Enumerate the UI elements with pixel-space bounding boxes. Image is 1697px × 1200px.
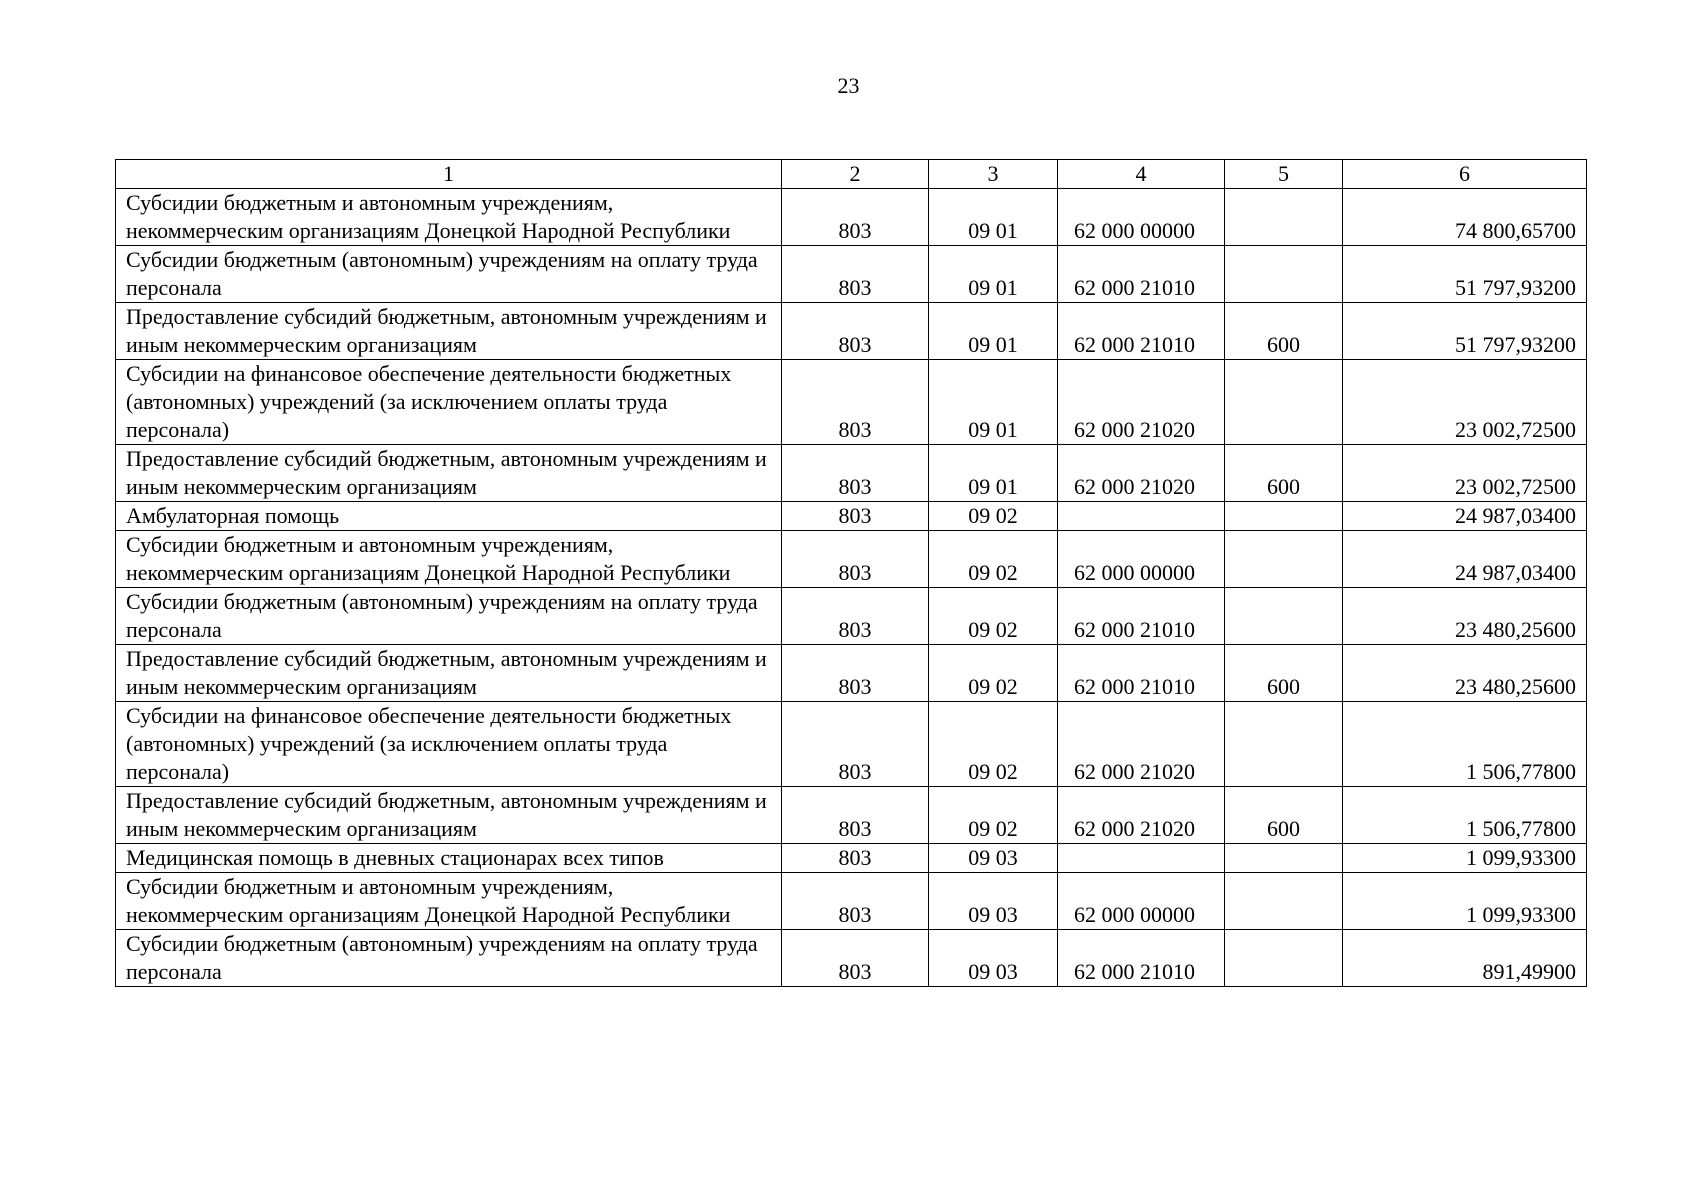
table-row (116, 844, 1587, 873)
row-amount: 24 987,03400 (1343, 531, 1587, 588)
row-section: 09 01 (929, 303, 1058, 360)
column-header-1: 1 (116, 160, 782, 189)
row-name: Субсидии бюджетным и автономным учреждениям, некоммерческим организациям Донецкой Народной Республики (116, 873, 782, 930)
row-amount: 23 002,72500 (1343, 445, 1587, 502)
row-code: 803 (782, 445, 929, 502)
row-amount: 51 797,93200 (1343, 303, 1587, 360)
row-section: 09 02 (929, 502, 1058, 531)
row-target-code: 62 000 21010 (1058, 246, 1225, 303)
table-row (116, 303, 1587, 360)
table-row (116, 930, 1587, 987)
row-code: 803 (782, 645, 929, 702)
row-code: 803 (782, 189, 929, 246)
row-target-code: 62 000 21010 (1058, 303, 1225, 360)
row-section: 09 01 (929, 246, 1058, 303)
row-target-code: 62 000 21020 (1058, 445, 1225, 502)
row-section: 09 02 (929, 588, 1058, 645)
row-expense-type (1225, 502, 1343, 531)
row-section: 09 02 (929, 787, 1058, 844)
row-expense-type (1225, 189, 1343, 246)
row-amount: 74 800,65700 (1343, 189, 1587, 246)
row-amount: 891,49900 (1343, 930, 1587, 987)
table-body (116, 189, 1587, 987)
row-code: 803 (782, 531, 929, 588)
row-expense-type (1225, 246, 1343, 303)
row-name: Предоставление субсидий бюджетным, автономным учреждениям и иным некоммерческим организациям (116, 445, 782, 502)
row-name: Субсидии бюджетным (автономным) учреждениям на оплату труда персонала (116, 930, 782, 987)
row-name: Субсидии бюджетным (автономным) учреждениям на оплату труда персонала (116, 588, 782, 645)
row-code: 803 (782, 930, 929, 987)
row-target-code: 62 000 21010 (1058, 930, 1225, 987)
table-row (116, 645, 1587, 702)
row-target-code: 62 000 00000 (1058, 873, 1225, 930)
row-name: Субсидии бюджетным и автономным учреждениям, некоммерческим организациям Донецкой Народной Республики (116, 189, 782, 246)
row-section: 09 03 (929, 873, 1058, 930)
row-section: 09 01 (929, 445, 1058, 502)
row-target-code: 62 000 00000 (1058, 189, 1225, 246)
row-expense-type: 600 (1225, 645, 1343, 702)
row-target-code: 62 000 21010 (1058, 645, 1225, 702)
row-amount: 23 480,25600 (1343, 588, 1587, 645)
row-section: 09 01 (929, 189, 1058, 246)
column-header-4: 4 (1058, 160, 1225, 189)
row-name: Субсидии бюджетным и автономным учреждениям, некоммерческим организациям Донецкой Народной Республики (116, 531, 782, 588)
row-target-code: 62 000 21020 (1058, 360, 1225, 445)
row-amount: 1 099,93300 (1343, 873, 1587, 930)
page-number: 23 (837, 73, 860, 98)
row-target-code: 62 000 21020 (1058, 702, 1225, 787)
table-row (116, 787, 1587, 844)
row-amount: 23 002,72500 (1343, 360, 1587, 445)
row-amount: 1 506,77800 (1343, 787, 1587, 844)
row-target-code (1058, 502, 1225, 531)
table-row (116, 246, 1587, 303)
row-code: 803 (782, 502, 929, 531)
table-row (116, 873, 1587, 930)
table-row (116, 702, 1587, 787)
column-header-2: 2 (782, 160, 929, 189)
budget-table (115, 159, 1587, 987)
row-expense-type (1225, 702, 1343, 787)
row-amount: 23 480,25600 (1343, 645, 1587, 702)
row-name: Субсидии на финансовое обеспечение деятельности бюджетных (автономных) учреждений (за исключением оплаты труда персонала) (116, 702, 782, 787)
header-row (116, 160, 1587, 189)
row-name: Предоставление субсидий бюджетным, автономным учреждениям и иным некоммерческим организациям (116, 787, 782, 844)
row-amount: 1 506,77800 (1343, 702, 1587, 787)
row-expense-type (1225, 531, 1343, 588)
row-section: 09 03 (929, 930, 1058, 987)
table-row (116, 588, 1587, 645)
row-expense-type: 600 (1225, 787, 1343, 844)
row-name: Медицинская помощь в дневных стационарах всех типов (116, 844, 782, 873)
row-expense-type (1225, 873, 1343, 930)
table-row (116, 189, 1587, 246)
row-name: Субсидии бюджетным (автономным) учреждениям на оплату труда персонала (116, 246, 782, 303)
row-name: Субсидии на финансовое обеспечение деятельности бюджетных (автономных) учреждений (за исключением оплаты труда персонала) (116, 360, 782, 445)
table-row (116, 502, 1587, 531)
row-code: 803 (782, 702, 929, 787)
row-section: 09 03 (929, 844, 1058, 873)
row-expense-type (1225, 360, 1343, 445)
row-code: 803 (782, 303, 929, 360)
row-section: 09 02 (929, 645, 1058, 702)
column-header-6: 6 (1343, 160, 1587, 189)
row-expense-type: 600 (1225, 445, 1343, 502)
row-code: 803 (782, 360, 929, 445)
row-name: Предоставление субсидий бюджетным, автономным учреждениям и иным некоммерческим организациям (116, 303, 782, 360)
row-target-code: 62 000 21010 (1058, 588, 1225, 645)
row-code: 803 (782, 873, 929, 930)
row-code: 803 (782, 844, 929, 873)
row-section: 09 02 (929, 531, 1058, 588)
row-expense-type (1225, 844, 1343, 873)
row-section: 09 01 (929, 360, 1058, 445)
row-amount: 24 987,03400 (1343, 502, 1587, 531)
table-row (116, 531, 1587, 588)
row-name: Предоставление субсидий бюджетным, автономным учреждениям и иным некоммерческим организациям (116, 645, 782, 702)
row-code: 803 (782, 246, 929, 303)
row-amount: 1 099,93300 (1343, 844, 1587, 873)
table-row (116, 445, 1587, 502)
row-code: 803 (782, 787, 929, 844)
column-header-3: 3 (929, 160, 1058, 189)
table-row (116, 360, 1587, 445)
row-section: 09 02 (929, 702, 1058, 787)
row-target-code (1058, 844, 1225, 873)
row-expense-type (1225, 930, 1343, 987)
row-target-code: 62 000 00000 (1058, 531, 1225, 588)
row-expense-type: 600 (1225, 303, 1343, 360)
row-amount: 51 797,93200 (1343, 246, 1587, 303)
row-name: Амбулаторная помощь (116, 502, 782, 531)
row-target-code: 62 000 21020 (1058, 787, 1225, 844)
row-code: 803 (782, 588, 929, 645)
row-expense-type (1225, 588, 1343, 645)
column-header-5: 5 (1225, 160, 1343, 189)
